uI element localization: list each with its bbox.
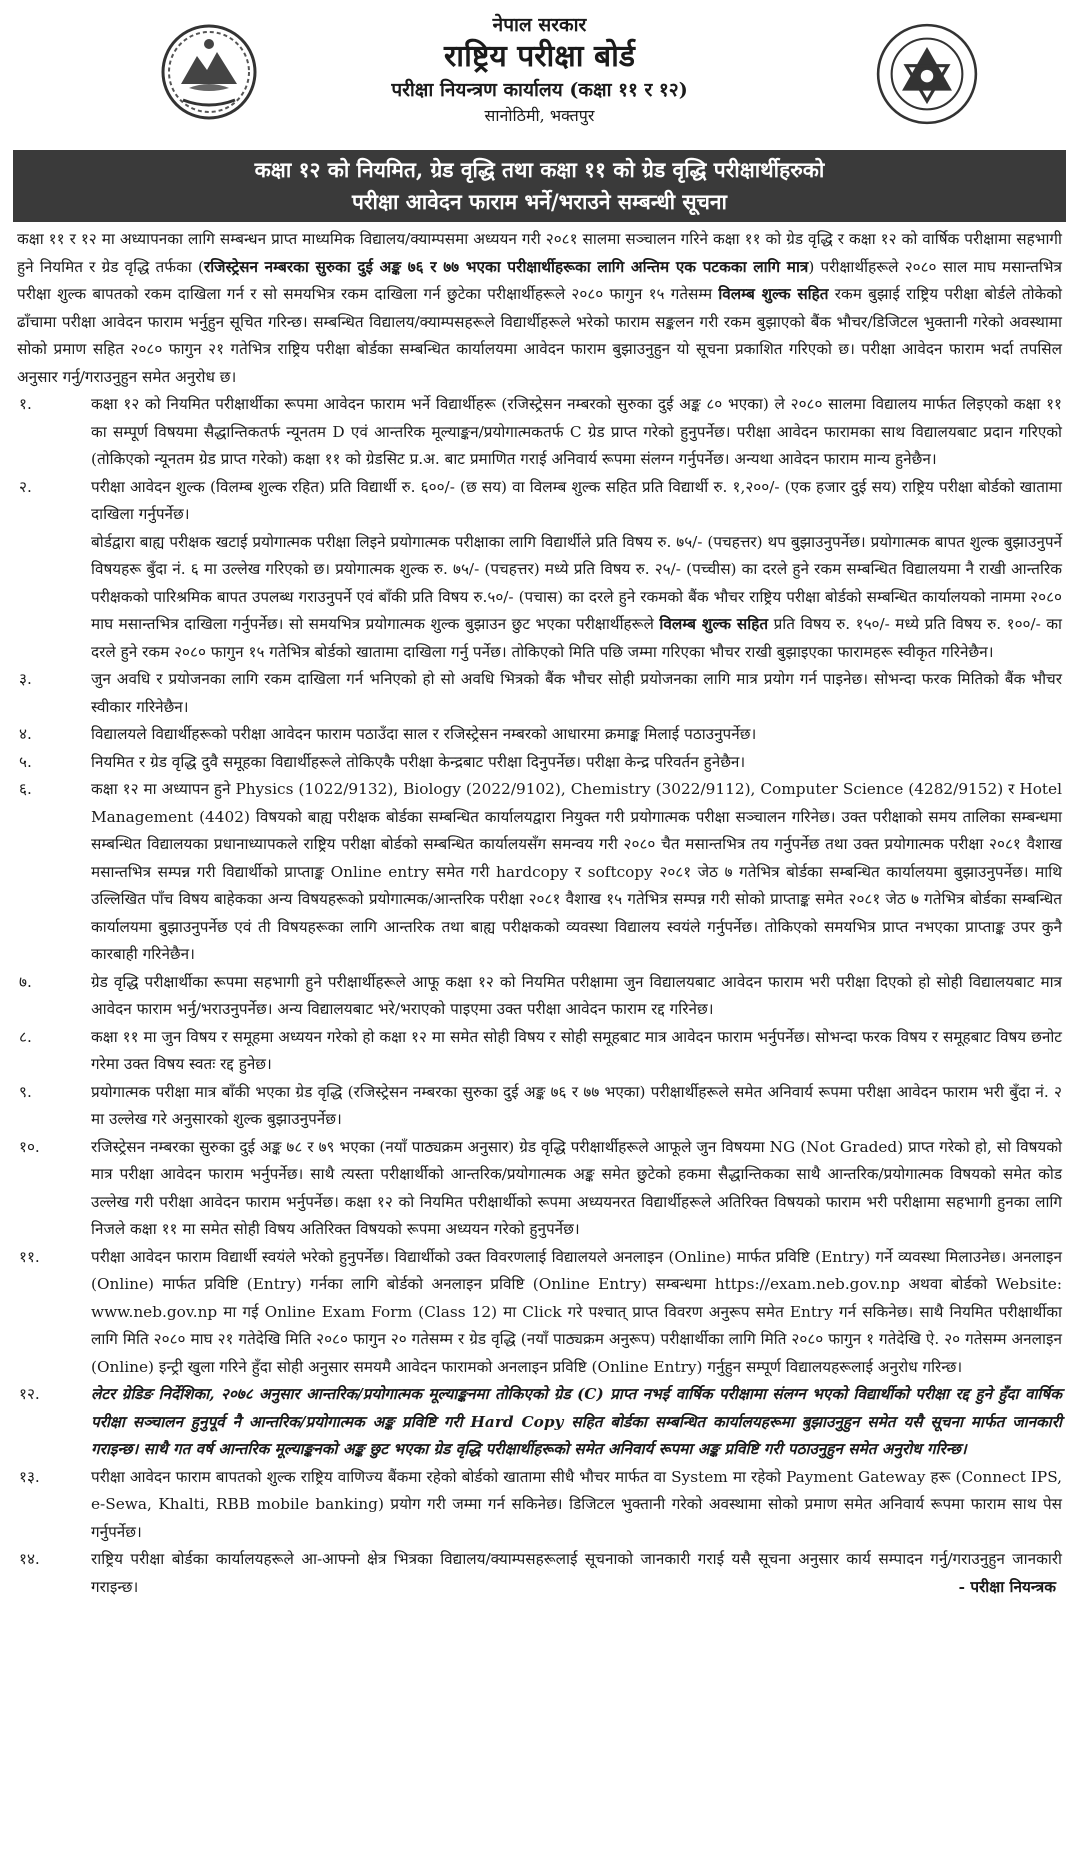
item-number: ४. (19, 725, 32, 743)
notice-title (13, 150, 1066, 222)
intro-text-c: ) परीक्षार्थीहरूले २०८० साल माघ मसान्तभित्र परीक्षा शुल्क बापतको रकम दाखिला गर्न र सो समयभित्र रकम दाखिला गर्न छुटेका परीक्षार्थीहरूले २०८० फागुन १५ गतेसम्म (17, 257, 1062, 303)
item-text: नियमित र ग्रेड वृद्धि दुवै समूहका विद्यार्थीहरूले तोकिएकै परीक्षा केन्द्रबाट परीक्षा दिनुपर्नेछ। परीक्षा केन्द्र परिवर्तन हुनेछैन। (91, 752, 746, 771)
item-text-a: परीक्षा आवेदन शुल्क (विलम्ब शुल्क रहित) प्रति विद्यार्थी रु. ६००/- (छ सय) वा विलम्ब शुल्क सहित प्रति विद्यार्थी रु. १,२००/- (एक हजार दुई सय) राष्ट्रिय परीक्षा बोर्डको खातामा दाखिला गर्नुपर्नेछ। (91, 477, 1062, 523)
list-item (17, 1464, 1062, 1547)
item-text: कक्षा ११ मा जुन विषय र समूहमा अध्ययन गरेको हो कक्षा १२ मा समेत सोही विषय र सोही समूहबाट मात्र आवेदन फाराम भर्नुपर्नेछ। सोभन्दा फरक विषय र समूहबाट विषय छनोट गरेमा उक्त विषय स्वतः रद्द हुनेछ। (91, 1027, 1062, 1073)
intro-late-fee: विलम्ब शुल्क सहित (718, 285, 829, 303)
intro-text-e: रकम बुझाई राष्ट्रिय परीक्षा बोर्डले तोकेको ढाँचामा परीक्षा आवेदन फाराम भर्नुहुन सूचित गरिन्छ। सम्बन्धित विद्यालय/क्याम्पसहरूले विद्यार्थीहरूले भरेको फाराम सङ्कलन गरी रकम बुझाएको बैंक भौचर/डिजिटल भुक्तानी गरेको अवस्थामा सोको प्रमाण सहित २०८० फागुन २१ गतेभित्र राष्ट्रिय परीक्षा बोर्डका सम्बन्धित कार्यालयमा आवेदन फाराम बुझाउनुहुन यो सूचना प्रकाशित गरिएको छ। परीक्षा आवेदन फाराम भर्दा तपसिल अनुसार गर्नु/गराउनुहुन समेत अनुरोध छ। (17, 285, 1063, 386)
item-number: १४. (19, 1550, 40, 1568)
list-item (17, 721, 1062, 749)
office-name: परीक्षा नियन्त्रण कार्यालय (कक्षा ११ र १२) (391, 79, 688, 101)
item-number: १३. (19, 1467, 40, 1486)
list-item (17, 1079, 1062, 1134)
item-number: १०. (19, 1137, 40, 1156)
list-item (17, 474, 1062, 667)
item-number: ८. (19, 1027, 32, 1046)
item-text (91, 474, 1062, 667)
item-number: २. (19, 477, 32, 496)
intro-highlight: रजिस्ट्रेसन नम्बरका सुरुका दुई अङ्क ७६ र ७७ भएका परीक्षार्थीहरूका लागि अन्तिम एक पटकका लागि मात्र (203, 257, 809, 276)
list-item (17, 1024, 1062, 1079)
item-text: ग्रेड वृद्धि परीक्षार्थीका रूपमा सहभागी हुने परीक्षार्थीहरूले आफू कक्षा १२ को नियमित परीक्षामा जुन विद्यालयबाट आवेदन फाराम भरी परीक्षा दिएको हो सोही विद्यालयबाट मात्र आवेदन फाराम भर्नु/भराउनुपर्नेछ। अन्य विद्यालयबाट भरे/भराएको पाइएमा उक्त परीक्षा आवेदन फाराम रद्द गरिनेछ। (91, 972, 1062, 1018)
item-number: ११. (19, 1247, 40, 1266)
item-number: ६. (19, 780, 32, 798)
government-name: नेपाल सरकार (492, 14, 587, 36)
list-item (17, 969, 1062, 1024)
item-number: १२. (19, 1385, 40, 1403)
office-location: सानोठिमी, भक्तपुर (484, 106, 595, 125)
list-item (17, 749, 1062, 777)
notice-title-line1: कक्षा १२ को नियमित, ग्रेड वृद्धि तथा कक्षा ११ को ग्रेड वृद्धि परीक्षार्थीहरुको (254, 157, 825, 182)
item-text: कक्षा १२ मा अध्यापन हुने Physics (1022/9132), Biology (2022/9102), Chemistry (3022/9112), Computer Science (4282/9152) र Hotel Management (4402) विषयको बाह्य परीक्षक बोर्डका सम्बन्धित कार्यालयद्वारा नियुक्त गरी प्रयोगात्मक परीक्षा सञ्चालन गरिनेछ। उक्त परीक्षाको समय तालिका सम्बन्धमा सम्बन्धित विद्यालयका प्रधानाध्यापकले राष्ट्रिय परीक्षा बोर्डको सम्बन्धित कार्यालयसँग समन्वय गरी २०८० चैत मसान्तभित्र तय गर्नुपर्नेछ तथा उक्त प्रयोगात्मक परीक्षा २०८१ वैशाख मसान्तभित्र सम्पन्न गरी विद्यार्थीको प्राप्ताङ्क Online entry समेत गरी hardcopy र softcopy २०८१ जेठ ७ गतेभित्र बोर्डका सम्बन्धित कार्यालयमा बुझाउनुपर्नेछ। माथि उल्लिखित पाँच विषय बाहेकका अन्य विषयहरूको प्रयोगात्मक/आन्तरिक परीक्षा २०८१ वैशाख १५ गतेभित्र सम्पन्न गरी सोको प्राप्ताङ्क समेत २०८१ जेठ ७ गतेभित्र बोर्डका सम्बन्धित कार्यालयमा बुझाउनुपर्नेछ एवं ती विषयहरूका लागि आन्तरिक तथा बाह्य परीक्षकको व्यवस्था विद्यालय स्वयंले गर्नुपर्नेछ। तोकिएको समयभित्र प्राप्त नभएका प्राप्ताङ्क उपर कुनै कारबाही गरिनेछैन। (91, 780, 1062, 963)
header (13, 0, 1066, 150)
item-text: प्रयोगात्मक परीक्षा मात्र बाँकी भएका ग्रेड वृद्धि (रजिस्ट्रेसन नम्बरका सुरुका दुई अङ्क ७६ र ७७ भएका) परीक्षार्थीहरूले समेत अनिवार्य रूपमा परीक्षा आवेदन फाराम भरी बुँदा नं. २ मा उल्लेख गरे अनुसारको शुल्क बुझाउनुपर्नेछ। (91, 1082, 1062, 1128)
intro-text-a: कक्षा ११ र १२ मा अध्यापनका लागि सम्बन्धन प्राप्त माध्यमिक विद्यालय/क्याम्पसमा अध्ययन गरी २०८१ सालमा सञ्चालन गरिने कक्षा ११ को ग्रेड वृद्धि र कक्षा १२ को वार्षिक परीक्षामा सहभागी हुने नियमित र ग्रेड वृद्धि तर्फका ( (17, 230, 1062, 276)
list-item (17, 666, 1062, 721)
item-text: कक्षा १२ को नियमित परीक्षार्थीका रूपमा आवेदन फाराम भर्ने विद्यार्थीहरू (रजिस्ट्रेसन नम्बरको सुरुका दुई अङ्क ८० भएका) ले २०८० सालमा विद्यालय मार्फत लिइएको कक्षा ११ का सम्पूर्ण विषयमा सैद्धान्तिकतर्फ न्यूनतम D एवं आन्तरिक मूल्याङ्कन/प्रयोगात्मकतर्फ C ग्रेड प्राप्त गरेको हुनुपर्नेछ। परीक्षा आवेदन फारामका साथ विद्यालयबाट प्रदान गरिएको (तोकिएको न्यूनतम ग्रेड प्राप्त गरेको) कक्षा ११ को ग्रेडसिट प्र.अ. बाट प्रमाणित गराई अनिवार्य रूपमा संलग्न गर्नुपर्नेछ। अन्यथा आवेदन फाराम मान्य हुनेछैन। (91, 395, 1062, 468)
notice-body (13, 222, 1066, 1602)
list-item (17, 1381, 1062, 1464)
item-text: रजिस्ट्रेसन नम्बरका सुरुका दुई अङ्क ७८ र ७९ भएका (नयाँ पाठ्यक्रम अनुसार) ग्रेड वृद्धि परीक्षार्थीहरूले आफूले जुन विषयमा NG (Not Graded) प्राप्त गरेको हो, सो विषयको मात्र परीक्षा आवेदन फाराम भर्नुपर्नेछ। साथै त्यस्ता परीक्षार्थीको आन्तरिक/प्रयोगात्मक अङ्क समेत छुटेको हकमा सैद्धान्तिकका साथै आन्तरिक/प्रयोगात्मक विषयको समेत कोड उल्लेख गरी परीक्षा आवेदन फाराम भर्नुपर्नेछ। कक्षा १२ को नियमित परीक्षार्थीको रूपमा अध्ययनरत विद्यार्थीहरूले अतिरिक्त विषयको फाराम भरी परीक्षामा सहभागी हुनका लागि निजले कक्षा ११ मा समेत सोही विषय अतिरिक्त विषयको रूपमा अध्ययन गरेको हुनुपर्नेछ। (91, 1137, 1062, 1238)
list-item (17, 1134, 1062, 1244)
neb-logo-icon (875, 22, 979, 126)
item-number: ९. (19, 1082, 32, 1101)
item-late-fee: विलम्ब शुल्क सहित (659, 615, 769, 633)
item-number: ५. (19, 752, 32, 771)
item-number: ७. (19, 972, 32, 991)
intro-paragraph (17, 226, 1062, 391)
item-number: १. (19, 395, 32, 413)
list-item (17, 776, 1062, 969)
list-item (17, 391, 1062, 474)
item-number: ३. (19, 670, 32, 688)
item-text: परीक्षा आवेदन फाराम बापतको शुल्क राष्ट्रिय वाणिज्य बैंकमा रहेको बोर्डको खातामा सीधै भौचर मार्फत वा System मा रहेको Payment Gateway हरू (Connect IPS, e-Sewa, Khalti, RBB mobile banking) प्रयोग गरी जम्मा गर्न सकिनेछ। डिजिटल भुक्तानी गरेको अवस्थामा सोको प्रमाण समेत अनिवार्य रूपमा फाराम साथ पेस गर्नुपर्नेछ। (91, 1467, 1062, 1541)
item-text-emphasis: लेटर ग्रेडिङ निर्देशिका, २०७८ अनुसार आन्तरिक/प्रयोगात्मक मूल्याङ्कनमा तोकिएको ग्रेड (C) प्राप्त नभई वार्षिक परीक्षामा संलग्न भएको विद्यार्थीको परीक्षा रद्द हुने हुँदा वार्षिक परीक्षा सञ्चालन हुनुपूर्व नै आन्तरिक/प्रयोगात्मक अङ्क प्रविष्टि गरी Hard Copy सहित बोर्डका सम्बन्धित कार्यालयहरूमा बुझाउनुहुन समेत यसै सूचना मार्फत जानकारी गराइन्छ। साथै गत वर्ष आन्तरिक मूल्याङ्कनको अङ्क छुट भएका ग्रेड वृद्धि परीक्षार्थीहरूको समेत अनिवार्य रूपमा अङ्क प्रविष्टि गरी पठाउनुहुन समेत अनुरोध गरिन्छ। (91, 1385, 1062, 1458)
item-text: जुन अवधि र प्रयोजनका लागि रकम दाखिला गर्न भनिएको हो सो अवधि भित्रको बैंक भौचर सोही प्रयोजनका लागि मात्र प्रयोग गर्न पाइनेछ। सोभन्दा फरक मितिको बैंक भौचर स्वीकार गरिनेछैन। (91, 670, 1062, 716)
item-text-d: प्रति विषय रु. १५०/- मध्ये प्रति विषय रु. १००/- का दरले हुने रकम २०८० फागुन १५ गतेभित्र बोर्डको खातामा दाखिला गर्नु पर्नेछ। तोकिएको मिति पछि जम्मा गरिएका भौचर राखी बुझाइएका फारामहरू स्वीकृत गरिनेछैन। (91, 615, 1063, 661)
list-item (17, 1244, 1062, 1382)
notice-title-line2: परीक्षा आवेदन फाराम भर्ने/भराउने सम्बन्धी सूचना (351, 189, 728, 214)
signature: - परीक्षा नियन्त्रक (958, 1578, 1056, 1596)
board-name: राष्ट्रिय परीक्षा बोर्ड (444, 39, 635, 74)
list-item (17, 1546, 1062, 1601)
item-text: राष्ट्रिय परीक्षा बोर्डका कार्यालयहरूले आ-आफ्नो क्षेत्र भित्रका विद्यालय/क्याम्पसहरूलाई सूचनाको जानकारी गराई यसै सूचना अनुसार कार्य सम्पादन गर्नु/गराउनुहुन जानकारी गराइन्छ। (91, 1550, 1062, 1596)
item-text: विद्यालयले विद्यार्थीहरूको परीक्षा आवेदन फाराम पठाउँदा साल र रजिस्ट्रेसन नम्बरको आधारमा क्रमाङ्क मिलाई पठाउनुपर्नेछ। (91, 725, 757, 743)
item-text: परीक्षा आवेदन फाराम विद्यार्थी स्वयंले भरेको हुनुपर्नेछ। विद्यार्थीको उक्त विवरणलाई विद्यालयले अनलाइन (Online) मार्फत प्रविष्टि (Entry) गर्ने व्यवस्था मिलाउनेछ। अनलाइन (Online) मार्फत प्रविष्टि (Entry) गर्नका लागि बोर्डको अनलाइन प्रविष्टि (Online Entry) सम्बन्धमा https://exam.neb.gov.np अथवा बोर्डको Website: www.neb.gov.np मा गई Online Exam Form (Class 12) मा Click गरे पश्चात् प्राप्त विवरण अनुरूप समेत Entry गर्न सकिनेछ। साथै नियमित परीक्षार्थीका लागि मिति २०८० माघ २१ गतेदेखि मिति २०८० फागुन २० गतेसम्म र ग्रेड वृद्धि (नयाँ पाठ्यक्रम अनुरूप) परीक्षार्थीका लागि मिति २०८० फागुन १ गतेदेखि ऐ. २० गतेसम्म अनलाइन (Online) इन्ट्री खुला गरिने हुँदा सोही अनुसार समयमै आवेदन फारामको अनलाइन प्रविष्टि (Online Entry) गर्नुहुन सम्पूर्ण विद्यालयहरूलाई अनुरोध गरिन्छ। (91, 1247, 1062, 1376)
item-text-b: बोर्डद्वारा बाह्य परीक्षक खटाई प्रयोगात्मक परीक्षा लिइने प्रयोगात्मक परीक्षाका लागि विद्यार्थीले प्रति विषय रु. ७५/- (पचहत्तर) थप बुझाउनुपर्नेछ। प्रयोगात्मक बापत शुल्क बुझाउनुपर्ने विषयहरू बुँदा नं. ६ मा उल्लेख गरिएको छ। प्रयोगात्मक शुल्क रु. ७५/- (पचहत्तर) मध्ये प्रति विषय रु. २५/- (पच्चीस) का दरले हुने रकम सम्बन्धित विद्यालयमा नै राखी आन्तरिक परीक्षकको पारिश्रमिक बापत उपलब्ध गराउनुपर्ने एवं बाँकी प्रति विषय रु.५०/- (पचास) का दरले हुने रकमको बैंक भौचर राष्ट्रिय परीक्षा बोर्डको सम्बन्धित कार्यालयको नाममा २०८० माघ मसान्तभित्र दाखिला गर्नुपर्नेछ। सो समयभित्र प्रयोगात्मक शुल्क बुझाउन छुट भएका परीक्षार्थीहरूले (91, 532, 1062, 633)
